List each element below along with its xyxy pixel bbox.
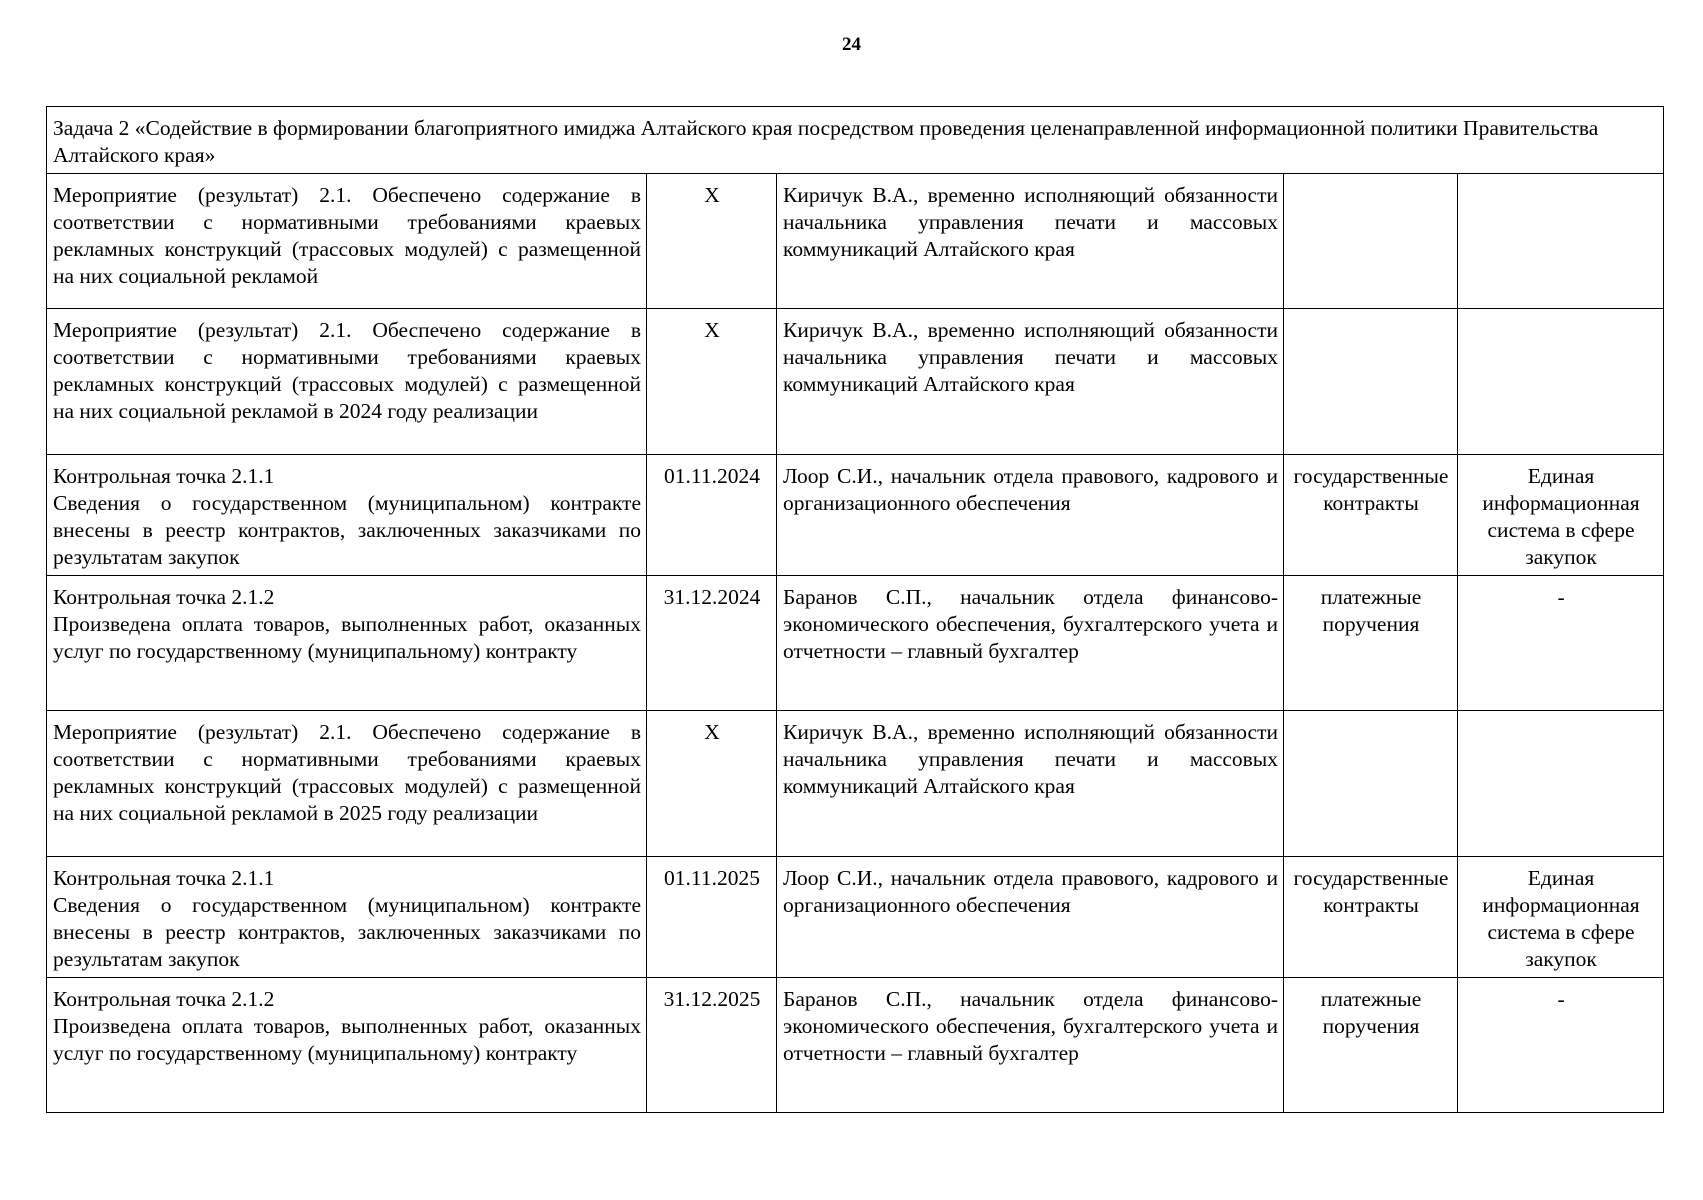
table-row [47,309,1664,455]
event-name-cell [47,309,647,455]
table-row [47,857,1664,978]
checkpoint-title: Контрольная точка 2.1.1 [53,866,275,890]
table-row [47,978,1664,1113]
deadline-cell: 01.11.2025 [647,857,777,978]
checkpoint-cell [47,978,647,1113]
checkpoint-title: Контрольная точка 2.1.1 [53,464,275,488]
responsible-cell: Киричук В.А., временно исполняющий обязанности начальника управления печати и массовых коммуникаций Алтайского края [777,711,1284,857]
document-cell [1284,309,1458,455]
checkpoint-cell [47,455,647,576]
responsible-cell: Лоор С.И., начальник отдела правового, кадрового и организационного обеспечения [777,455,1284,576]
deadline-cell: 31.12.2025 [647,978,777,1113]
system-cell [1458,174,1664,309]
checkpoint-title: Контрольная точка 2.1.2 [53,585,275,609]
task-header: Задача 2 «Содействие в формировании благоприятного имиджа Алтайского края посредством проведения целенаправленной информационной политики Правительства Алтайского края» [47,107,1664,174]
responsible-cell: Киричук В.А., временно исполняющий обязанности начальника управления печати и массовых коммуникаций Алтайского края [777,309,1284,455]
checkpoint-description: Произведена оплата товаров, выполненных работ, оказанных услуг по государственному (муниципальному) контракту [53,612,641,663]
deadline-cell: 01.11.2024 [647,455,777,576]
document-cell: платежные поручения [1284,978,1458,1113]
system-cell: Единая информационная система в сфере закупок [1458,857,1664,978]
deadline-cell: X [647,309,777,455]
deadline-cell: X [647,174,777,309]
event-name-cell [47,174,647,309]
task-header-row [47,107,1664,174]
event-name-cell [47,711,647,857]
document-cell: государственные контракты [1284,857,1458,978]
checkpoint-cell [47,857,647,978]
system-cell: - [1458,576,1664,711]
deadline-cell: 31.12.2024 [647,576,777,711]
document-cell: платежные поручения [1284,576,1458,711]
system-cell [1458,711,1664,857]
responsible-cell: Баранов С.П., начальник отдела финансово-экономического обеспечения, бухгалтерского учета и отчетности – главный бухгалтер [777,576,1284,711]
responsible-cell: Баранов С.П., начальник отдела финансово-экономического обеспечения, бухгалтерского учета и отчетности – главный бухгалтер [777,978,1284,1113]
system-cell: - [1458,978,1664,1113]
checkpoint-title: Контрольная точка 2.1.2 [53,987,275,1011]
system-cell [1458,309,1664,455]
checkpoint-description: Сведения о государственном (муниципальном) контракте внесены в реестр контрактов, заключенных заказчиками по результатам закупок [53,491,641,569]
event-name: Мероприятие (результат) 2.1. Обеспечено содержание в соответствии с нормативными требованиями краевых рекламных конструкций (трассовых модулей) с размещенной на них социальной рекламой [53,183,641,288]
event-name: Мероприятие (результат) 2.1. Обеспечено содержание в соответствии с нормативными требованиями краевых рекламных конструкций (трассовых модулей) с размещенной на них социальной рекламой в 2025 году реализации [53,720,641,825]
checkpoint-cell [47,576,647,711]
responsible-cell: Киричук В.А., временно исполняющий обязанности начальника управления печати и массовых коммуникаций Алтайского края [777,174,1284,309]
checkpoint-description: Сведения о государственном (муниципальном) контракте внесены в реестр контрактов, заключенных заказчиками по результатам закупок [53,893,641,971]
responsible-cell: Лоор С.И., начальник отдела правового, кадрового и организационного обеспечения [777,857,1284,978]
table-row [47,174,1664,309]
implementation-plan-table [46,106,1664,1113]
document-cell [1284,174,1458,309]
page-number: 24 [842,34,861,55]
deadline-cell: X [647,711,777,857]
document-cell: государственные контракты [1284,455,1458,576]
document-cell [1284,711,1458,857]
event-name: Мероприятие (результат) 2.1. Обеспечено содержание в соответствии с нормативными требованиями краевых рекламных конструкций (трассовых модулей) с размещенной на них социальной рекламой в 2024 году реализации [53,318,641,423]
table-row [47,711,1664,857]
system-cell: Единая информационная система в сфере закупок [1458,455,1664,576]
table-row [47,576,1664,711]
table-row [47,455,1664,576]
checkpoint-description: Произведена оплата товаров, выполненных работ, оказанных услуг по государственному (муниципальному) контракту [53,1014,641,1065]
